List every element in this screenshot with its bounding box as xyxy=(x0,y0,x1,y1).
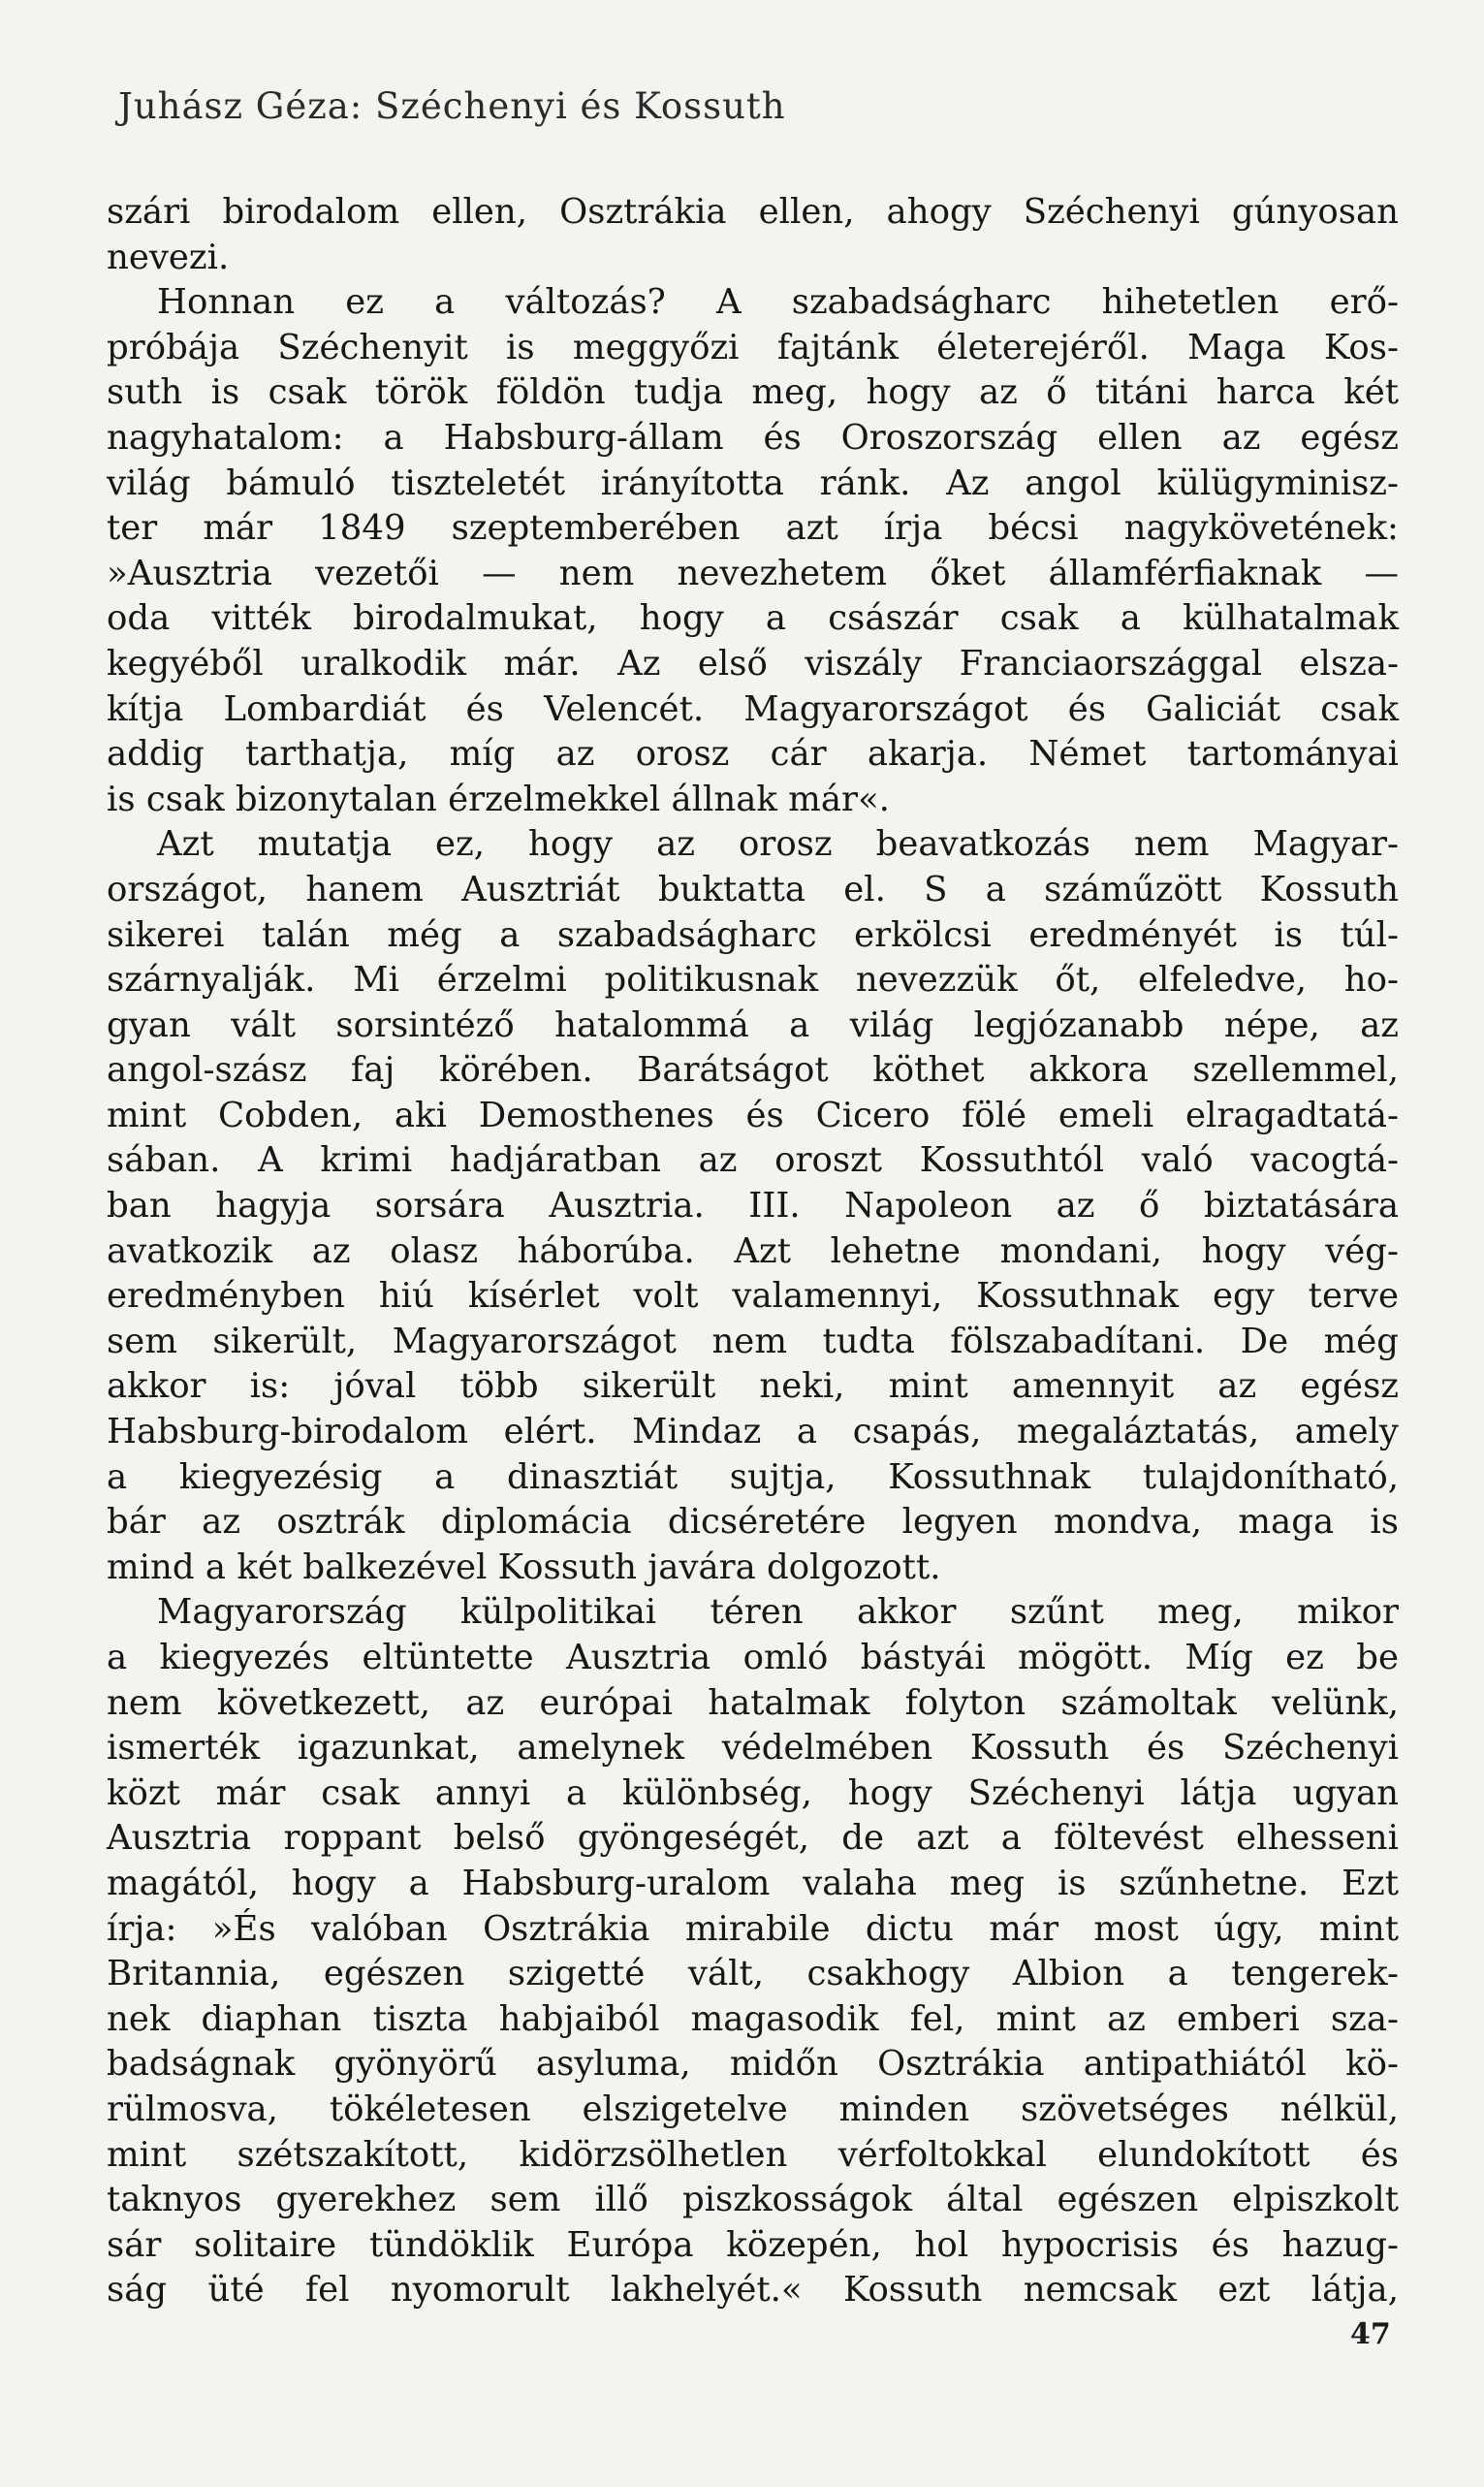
running-head-title: Juhász Géza: Széchenyi és Kossuth xyxy=(118,85,786,127)
text-line: suth is csak török földön tudja meg, hogy az ő titáni harca két xyxy=(107,372,1399,413)
text-line: próbája Széchenyit is meggyőzi fajtánk életerejéről. Maga Kos- xyxy=(107,327,1399,367)
text-line: országot, hanem Ausztriát buktatta el. S a száműzött Kossuth xyxy=(107,869,1399,909)
text-line: írja: »És valóban Osztrákia mirabile dictu már most úgy, mint xyxy=(107,1908,1399,1949)
text-line: nek diaphan tiszta habjaiból magasodik fel, mint az emberi sza- xyxy=(107,1998,1399,2039)
text-line: sában. A krimi hadjáratban az oroszt Kossuthtól való vacogtá- xyxy=(107,1140,1399,1181)
text-line: gyan vált sorsintéző hatalommá a világ legjózanabb népe, az xyxy=(107,1004,1399,1045)
text-line: Habsburg-birodalom elért. Mindaz a csapás, megaláztatás, amely xyxy=(107,1412,1399,1452)
text-line: kítja Lombardiát és Velencét. Magyarországot és Galiciát csak xyxy=(107,688,1399,729)
text-line: szárnyalják. Mi érzelmi politikusnak nevezzük őt, elfeledve, ho- xyxy=(107,960,1399,1001)
body-text xyxy=(107,190,1399,2313)
text-line: Magyarország külpolitikai téren akkor szűnt meg, mikor xyxy=(157,1592,1399,1633)
text-line: Azt mutatja ez, hogy az orosz beavatkozás nem Magyar- xyxy=(157,824,1399,865)
text-line: magától, hogy a Habsburg-uralom valaha meg is szűnhetne. Ezt xyxy=(107,1863,1399,1903)
text-line: mint Cobden, aki Demosthenes és Cicero fölé emeli elragadtatá- xyxy=(107,1095,1399,1135)
text-line: világ bámuló tiszteletét irányította ránk. Az angol külügyminisz- xyxy=(107,462,1399,503)
text-line: badságnak gyönyörű asyluma, midőn Osztrákia antipathiától kö- xyxy=(107,2044,1399,2085)
text-line: Honnan ez a változás? A szabadságharc hihetetlen erő- xyxy=(157,282,1399,323)
text-line: ismerték igazunkat, amelynek védelmében Kossuth és Széchenyi xyxy=(107,1728,1399,1769)
text-line: oda vitték birodalmukat, hogy a császár csak a külhatalmak xyxy=(107,598,1399,639)
text-line: ság üté fel nyomorult lakhelyét.« Kossuth nemcsak ezt látja, xyxy=(107,2270,1399,2311)
text-line: ter már 1849 szeptemberében azt írja bécsi nagykövetének: xyxy=(107,508,1399,549)
text-line: ban hagyja sorsára Ausztria. III. Napoleon az ő biztatására xyxy=(107,1186,1399,1227)
text-line: sem sikerült, Magyarországot nem tudta fölszabadítani. De még xyxy=(107,1321,1399,1361)
text-line: kegyéből uralkodik már. Az első viszály Franciaországgal elsza- xyxy=(107,643,1399,684)
text-line: eredményben hiú kísérlet volt valamennyi, Kossuthnak egy terve xyxy=(107,1276,1399,1317)
text-line: nevezi. xyxy=(107,237,230,277)
text-line: angol-szász faj körében. Barátságot köthet akkora szellemmel, xyxy=(107,1050,1399,1091)
text-line: avatkozik az olasz háborúba. Azt lehetne mondani, hogy vég- xyxy=(107,1230,1399,1271)
text-line: rülmosva, tökéletesen elszigetelve minden szövetséges nélkül, xyxy=(107,2088,1399,2129)
text-line: akkor is: jóval több sikerült neki, mint amennyit az egész xyxy=(107,1366,1399,1407)
page-number: 47 xyxy=(1350,2317,1391,2351)
text-line: Ausztria roppant belső gyöngeségét, de azt a föltevést elhesseni xyxy=(107,1818,1399,1859)
text-line: Britannia, egészen szigetté vált, csakhogy Albion a tengerek- xyxy=(107,1954,1399,1994)
text-line: taknyos gyerekhez sem illő piszkosságok által egészen elpiszkolt xyxy=(107,2180,1399,2220)
text-line: nagyhatalom: a Habsburg-állam és Oroszország ellen az egész xyxy=(107,417,1399,458)
text-line: sikerei talán még a szabadságharc erkölcsi eredményét is túl- xyxy=(107,914,1399,955)
text-line: mind a két balkezével Kossuth javára dolgozott. xyxy=(107,1546,941,1587)
text-line: a kiegyezésig a dinasztiát sujtja, Kossuthnak tulajdonítható, xyxy=(107,1456,1399,1497)
text-line: is csak bizonytalan érzelmekkel állnak már«. xyxy=(107,779,890,819)
text-line: mint szétszakított, kidörzsölhetlen vérfoltokkal elundokított és xyxy=(107,2134,1399,2175)
text-line: addig tarthatja, míg az orosz cár akarja. Német tartományai xyxy=(107,734,1399,775)
text-line: szári birodalom ellen, Osztrákia ellen, ahogy Széchenyi gúnyosan xyxy=(107,192,1399,232)
text-line: a kiegyezés eltüntette Ausztria omló bástyái mögött. Míg ez be xyxy=(107,1638,1399,1677)
text-line: sár solitaire tündöklik Európa közepén, hol hypocrisis és hazug- xyxy=(107,2224,1399,2265)
text-line: bár az osztrák diplomácia dicséretére legyen mondva, maga is xyxy=(107,1502,1399,1543)
text-line: nem következett, az európai hatalmak folyton számoltak velünk, xyxy=(107,1682,1399,1723)
text-line: »Ausztria vezetői — nem nevezhetem őket államférfiaknak — xyxy=(107,553,1399,593)
text-line: közt már csak annyi a különbség, hogy Széchenyi látja ugyan xyxy=(107,1772,1399,1813)
